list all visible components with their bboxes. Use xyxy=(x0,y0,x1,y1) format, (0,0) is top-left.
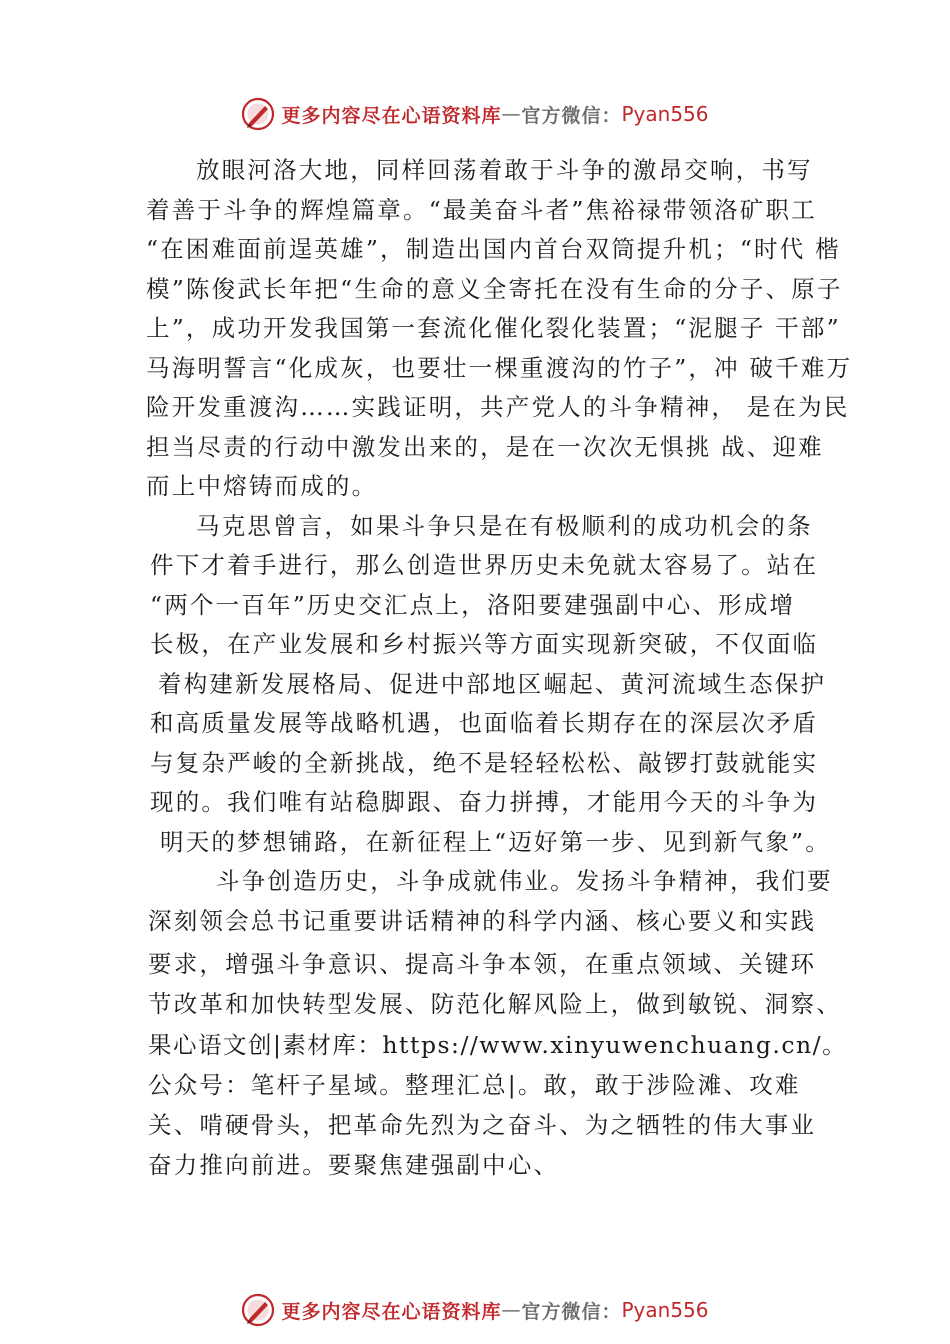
text-line: 上”，成功开发我国第一套流化催化裂化装置；“泥腿子 干部” xyxy=(146,314,841,342)
banner-title: 更多内容尽在心语资料库 xyxy=(281,104,502,127)
text-line: 明天的梦想铺路，在新征程上“迈好第一步、见到新气象”。 xyxy=(160,828,831,856)
banner-separator: — xyxy=(501,1299,522,1321)
text-line: 和高质量发展等战略机遇，也面临着长期存在的深层次矛盾 xyxy=(150,709,819,737)
text-line: “在困难面前逞英雄”，制造出国内首台双筒提升机；“时代 楷 xyxy=(146,235,841,263)
text-line: 放眼河洛大地，同样回荡着敢于斗争的激昂交响，书写 xyxy=(196,156,813,184)
text-line: 而上中熔铸而成的。 xyxy=(146,472,378,500)
text-line: 节改革和加快转型发展、防范化解风险上，做到敏锐、洞察、 xyxy=(148,990,842,1018)
source-note-line: 果心语文创|素材库：https://www.xinyuwenchuang.cn/。 xyxy=(148,1031,848,1059)
banner-title: 更多内容尽在心语资料库 xyxy=(281,1300,502,1323)
text-line: 与复杂严峻的全新挑战，绝不是轻轻松松、敲锣打鼓就能实 xyxy=(150,749,819,777)
text-line: 险开发重渡沟……实践证明，共产党人的斗争精神， 是在为民 xyxy=(146,393,850,421)
header-banner xyxy=(0,94,950,134)
banner-wechat-id: Pyan556 xyxy=(621,102,709,126)
text-line: 着构建新发展格局、促进中部地区崛起、黄河流域生态保护 xyxy=(158,670,827,698)
text-line: 要求，增强斗争意识、提高斗争本领，在重点领域、关键环 xyxy=(148,950,817,978)
text-line: “两个一百年”历史交汇点上，洛阳要建强副中心、形成增 xyxy=(150,591,796,619)
text-line: 长极，在产业发展和乡村振兴等方面实现新突破，不仅面临 xyxy=(150,630,819,658)
source-note-line: 公众号：笔杆子星域。整理汇总|。敢，敢于涉险滩、攻难 xyxy=(148,1071,801,1099)
text-line: 奋力推向前进。要聚焦建强副中心、 xyxy=(148,1151,560,1179)
banner-wechat-label: 官方微信： xyxy=(521,1300,622,1323)
text-line: 现的。我们唯有站稳脚跟、奋力拼搏，才能用今天的斗争为 xyxy=(150,788,819,816)
banner-wechat-label: 官方微信： xyxy=(521,104,622,127)
text-line: 深刻领会总书记重要讲话精神的科学内涵、核心要义和实践 xyxy=(148,907,817,935)
text-line: 斗争创造历史，斗争成就伟业。发扬斗争精神，我们要 xyxy=(216,867,833,895)
text-line: 马克思曾言，如果斗争只是在有极顺利的成功机会的条 xyxy=(196,512,813,540)
footer-banner xyxy=(0,1290,950,1330)
text-line: 关、啃硬骨头，把革命先烈为之奋斗、为之牺牲的伟大事业 xyxy=(148,1111,817,1139)
text-line: 马海明誓言“化成灰，也要壮一棵重渡沟的竹子”，冲 破千难万 xyxy=(146,354,853,382)
banner-separator: — xyxy=(501,103,522,125)
text-line: 模”陈俊武长年把“生命的意义全寄托在没有生命的分子、原子 xyxy=(146,275,843,303)
banner-wechat-id: Pyan556 xyxy=(621,1298,709,1322)
text-line: 件下才着手进行，那么创造世界历史未免就太容易了。站在 xyxy=(150,551,819,579)
pen-logo-icon xyxy=(241,97,275,131)
pen-logo-icon xyxy=(241,1293,275,1327)
text-line: 着善于斗争的辉煌篇章。“最美奋斗者”焦裕禄带领洛矿职工 xyxy=(146,196,817,224)
text-line: 担当尽责的行动中激发出来的，是在一次次无惧挑 战、迎难 xyxy=(146,433,824,461)
